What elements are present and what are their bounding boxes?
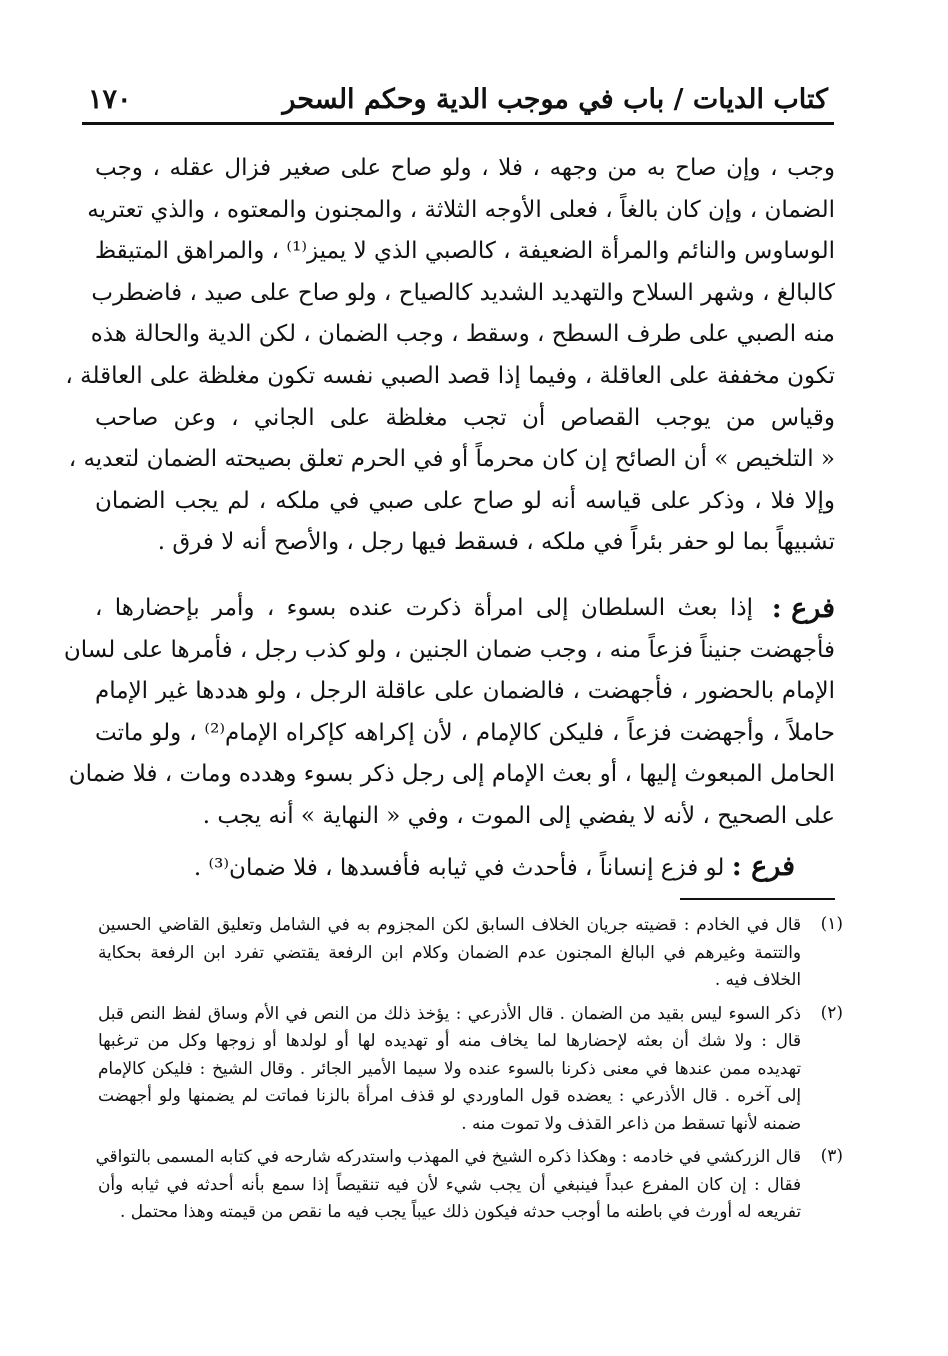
text-line: تكون مخففة على العاقلة ، وفيما إذا قصد الصبي نفسه تكون مغلظة على العاقلة ، (65, 362, 835, 389)
text-line: الحامل المبعوث إليها ، أو بعث الإمام إلى رجل ذكر بسوء وهدده ومات ، فلا ضمان (68, 761, 835, 788)
far-label: فرع : (731, 850, 795, 882)
footnote-line: تفريعه له أورث في باطنه ما أوجب حدثه فيكون ذلك عيباً يجب فيه ما نقص من قيمته وهذا محتمل . (120, 1201, 801, 1221)
far-text: لو فزع إنساناً ، فأحدث في ثيابه فأفسدها ، فلا ضمان⁽³⁾ . (193, 854, 725, 881)
paragraph (95, 846, 835, 888)
far-text: إذا بعث السلطان إلى امرأة ذكرت عنده بسوء ، وأمر بإحضارها ، (95, 594, 753, 621)
text-line: وإلا فلا ، وذكر على قياسه أنه لو صاح على صبي في ملكه ، لم يجب الضمان (95, 487, 835, 514)
running-title: كتاب الديات / باب في موجب الدية وحكم السحر (282, 84, 828, 115)
footnote (95, 1143, 843, 1226)
text-line: حاملاً ، وأجهضت فزعاً ، فليكن كالإمام ، لأن إكراهه كإكراه الإمام⁽²⁾ ، ولو ماتت (95, 719, 835, 746)
text-line: وقياس من يوجب القصاص أن تجب مغلظة على الجاني ، وعن صاحب (95, 404, 835, 431)
footnote-number: (٣) (820, 1146, 843, 1166)
footnote-number: (٢) (820, 1002, 843, 1023)
footnote-line: ذكر السوء ليس بقيد من الضمان . قال الأذرعي : يؤخذ ذلك من النص في الأم وساق لفظ النص قبل (98, 1002, 801, 1023)
paragraph (65, 148, 835, 564)
text-line: « التلخيص » أن الصائح إن كان محرماً أو في الحرم تعلق بصيحته الضمان لتعديه ، (68, 446, 835, 473)
footnote-line: والتتمة وغيرهم في البالغ المجنون عدم الضمان وكلام ابن الرفعة يقتضي تفرد ابن الرفعة بحكاية (98, 941, 801, 962)
footnote-line: تهديده ممن عندها في معنى ذكرنا بالسوء عنده ولا سيما الأمير الجائر . وقال الشيخ : فليكن كالإمام (98, 1057, 802, 1078)
header-rule (82, 122, 834, 125)
page-number: ١٧٠ (88, 84, 132, 115)
text-line: الإمام بالحضور ، فأجهضت ، فالضمان على عاقلة الرجل ، ولو هددها غير الإمام (95, 678, 835, 705)
text-line: منه الصبي على طرف السطح ، وسقط ، وجب الضمان ، لكن الدية والحالة هذه (90, 321, 835, 348)
footnote (98, 911, 843, 994)
paragraph (63, 588, 835, 838)
far-label: فرع : (771, 592, 835, 624)
footnote (98, 1000, 843, 1138)
text-line (95, 846, 835, 888)
footnote-line: الخلاف فيه . (714, 969, 801, 989)
footnote-line: إلى آخره . قال الأذرعي : يعضده قول الماوردي لو قذف امرأة بالزنا فماتت لم يضمنها ولو أجهضت (98, 1085, 801, 1105)
footnote-line: قال في الخادم : قضيته جريان الخلاف السابق لكن المجزوم به في الشامل وتعليق القاضي الحسين (98, 914, 801, 934)
footnote-line: فقال : إن كان المفرع عبداً فينبغي أن يجب شيء لأن فيه تنقيصاً إذا سمع بأنه أحدثه في ثيابه وأن (98, 1173, 801, 1194)
text-line: وجب ، وإن صاح به من وجهه ، فلا ، ولو صاح على صغير فزال عقله ، وجب (95, 155, 835, 181)
text-line: فأجهضت جنيناً فزعاً منه ، وجب ضمان الجنين ، ولو كذب رجل ، فأمرها على لسان (63, 636, 835, 663)
text-line: تشبيهاً بما لو حفر بئراً في ملكه ، فسقط فيها رجل ، والأصح أنه لا فرق . (157, 529, 835, 556)
text-line: الوساوس والنائم والمرأة الضعيفة ، كالصبي الذي لا يميز⁽¹⁾ ، والمراهق المتيقظ (94, 238, 835, 265)
footnote-line: قال الزركشي في خادمه : وهكذا ذكره الشيخ في المهذب واستدركه شارحه في كتابه المسمى بالتواقي (95, 1146, 801, 1166)
text-line: على الصحيح ، لأنه لا يفضي إلى الموت ، وفي « النهاية » أنه يجب . (202, 802, 835, 829)
text-line: كالبالغ ، وشهر السلاح والتهديد الشديد كالصياح ، ولو صاح على صيد ، فاضطرب (91, 279, 835, 306)
footnotes (95, 911, 843, 1232)
footnote-line: قال : ولا شك أن بعثه لإحضارها لما يخاف منه أو تهديده لها أو لولدها أو زوجها وكل من ترغبها (98, 1030, 801, 1050)
text-line (95, 588, 835, 630)
footnote-rule (680, 898, 835, 900)
text-line: الضمان ، وإن كان بالغاً ، فعلى الأوجه الثلاثة ، والمجنون والمعتوه ، والذي تعتريه (87, 196, 835, 223)
footnote-line: ضمنه لأنها تسقط من ذاعر القذف ولا تموت منه . (461, 1112, 801, 1133)
main-text (63, 148, 835, 887)
footnote-number: (١) (820, 914, 843, 934)
running-header (88, 78, 828, 118)
